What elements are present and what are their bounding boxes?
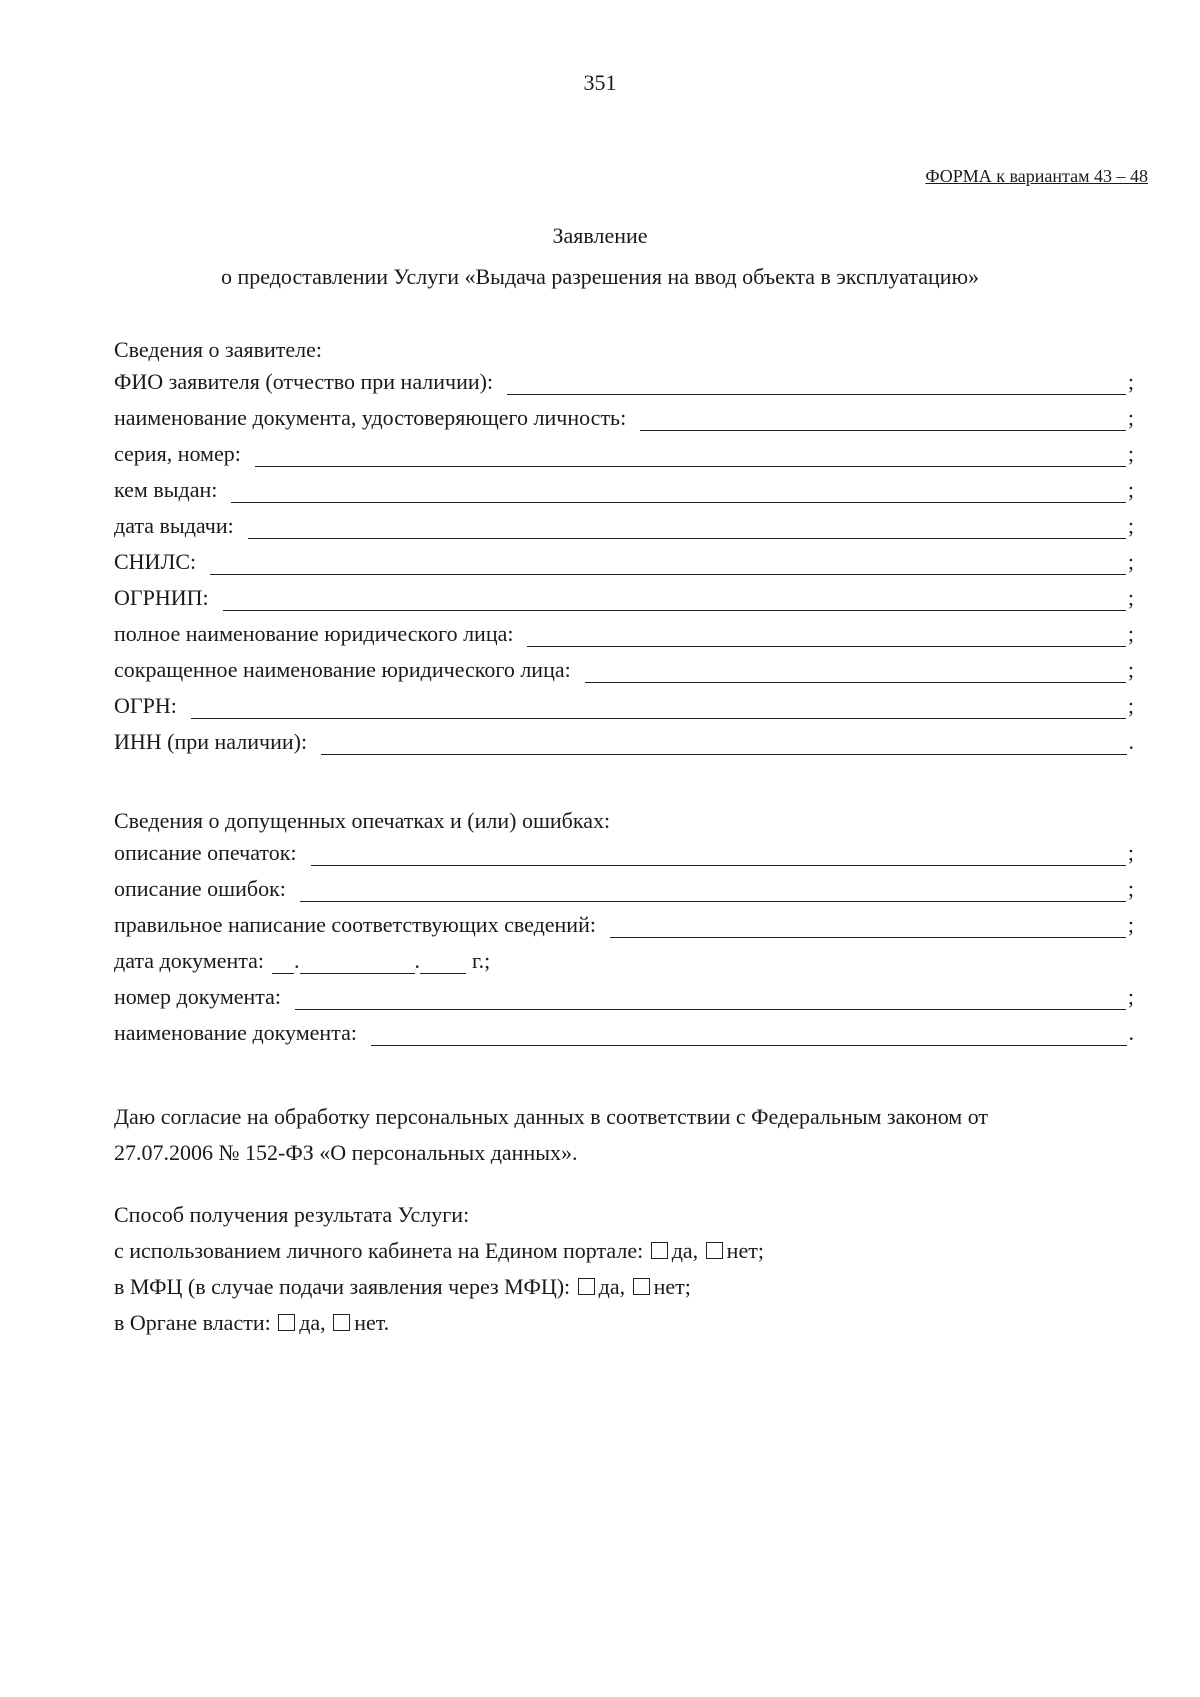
field-label: ФИО заявителя (отчество при наличии): [114,369,494,394]
field-terminator: ; [1127,984,1134,1009]
field-label: дата выдачи: [114,513,234,538]
applicant-issued-by-field[interactable] [114,473,1134,503]
no-label: нет; [653,1274,691,1299]
field-terminator: ; [1127,405,1134,430]
field-label: серия, номер: [114,441,241,466]
applicant-full-legal-name-field[interactable] [114,617,1134,647]
yes-label: да, [299,1310,326,1335]
document-subtitle: о предоставлении Услуги «Выдача разрешения на ввод объекта в эксплуатацию» [220,264,980,289]
field-terminator: ; [1127,549,1134,574]
checkbox-no[interactable] [633,1278,650,1295]
field-label: наименование документа: [114,1020,357,1045]
document-number-field[interactable] [114,980,1134,1010]
field-terminator: ; [1127,477,1134,502]
method-option-authority [114,1310,389,1336]
checkbox-yes[interactable] [278,1314,295,1331]
field-input-line[interactable] [223,586,1126,611]
field-terminator: ; [1127,513,1134,538]
method-heading: Способ получения результата Услуги: [114,1202,470,1227]
field-label: ОГРНИП: [114,585,209,610]
date-separator: . [414,948,421,973]
field-terminator: ; [1127,657,1134,682]
method-option-portal [114,1238,764,1264]
date-month-blank[interactable] [300,951,415,974]
errors-heading: Сведения о допущенных опечатках и (или) ошибках: [114,808,611,833]
applicant-fio-field[interactable] [114,365,1134,395]
correct-spelling-field[interactable] [114,908,1134,938]
field-input-line[interactable] [321,730,1126,755]
field-label: правильное написание соответствующих сведений: [114,912,596,937]
errors-description-field[interactable] [114,872,1134,902]
field-terminator: . [1128,1020,1134,1045]
field-label: описание ошибок: [114,876,286,901]
checkbox-no[interactable] [706,1242,723,1259]
field-terminator: ; [1127,369,1134,394]
date-label: дата документа: [114,948,265,973]
field-input-line[interactable] [231,478,1126,503]
field-input-line[interactable] [248,514,1126,539]
field-terminator: ; [1127,585,1134,610]
field-input-line[interactable] [585,658,1126,683]
field-input-line[interactable] [300,877,1126,902]
field-input-line[interactable] [507,370,1126,395]
checkbox-yes[interactable] [651,1242,668,1259]
document-name-field[interactable] [114,1016,1134,1046]
field-label: полное наименование юридического лица: [114,621,514,646]
form-reference: ФОРМА к вариантам 43 – 48 [925,166,1148,186]
field-label: наименование документа, удостоверяющего личность: [114,405,627,430]
field-terminator: ; [1127,912,1134,937]
field-terminator: ; [1127,441,1134,466]
date-year-blank[interactable] [420,951,466,974]
no-label: нет; [726,1238,764,1263]
document-date-field[interactable] [114,944,490,974]
field-label: СНИЛС: [114,549,197,574]
page-number: 351 [583,70,617,95]
field-input-line[interactable] [191,694,1126,719]
field-label: ОГРН: [114,693,177,718]
field-input-line[interactable] [610,913,1126,938]
applicant-issue-date-field[interactable] [114,509,1134,539]
field-label: ИНН (при наличии): [114,729,308,754]
applicant-heading: Сведения о заявителе: [114,337,323,362]
field-terminator: ; [1127,621,1134,646]
option-label: в Органе власти: [114,1310,271,1335]
checkbox-yes[interactable] [578,1278,595,1295]
no-label: нет. [354,1310,390,1335]
date-separator: . [294,948,300,973]
option-label: в МФЦ (в случае подачи заявления через МФЦ): [114,1274,571,1299]
field-terminator: . [1128,729,1134,754]
yes-label: да, [671,1238,699,1263]
field-input-line[interactable] [311,841,1126,866]
applicant-short-legal-name-field[interactable] [114,653,1134,683]
document-title: Заявление [552,223,648,248]
field-label: номер документа: [114,984,282,1009]
field-input-line[interactable] [255,442,1126,467]
option-label: с использованием личного кабинета на Едином портале: [114,1238,644,1263]
applicant-id-document-field[interactable] [114,401,1134,431]
field-terminator: ; [1127,876,1134,901]
applicant-snils-field[interactable] [114,545,1134,575]
applicant-ogrn-field[interactable] [114,689,1134,719]
method-option-mfc [114,1274,691,1300]
field-input-line[interactable] [640,406,1126,431]
date-day-blank[interactable] [272,951,294,974]
field-input-line[interactable] [295,985,1126,1010]
field-terminator: ; [1127,840,1134,865]
applicant-series-number-field[interactable] [114,437,1134,467]
field-label: сокращенное наименование юридического лица: [114,657,571,682]
consent-line: 27.07.2006 № 152-ФЗ «О персональных данных». [114,1140,578,1165]
field-input-line[interactable] [371,1021,1127,1046]
field-label: описание опечаток: [114,840,297,865]
date-suffix: г.; [472,948,491,973]
applicant-inn-field[interactable] [114,725,1134,755]
field-label: кем выдан: [114,477,218,502]
field-input-line[interactable] [527,622,1125,647]
typos-description-field[interactable] [114,836,1134,866]
applicant-ogrnip-field[interactable] [114,581,1134,611]
field-terminator: ; [1127,693,1134,718]
consent-line: Даю согласие на обработку персональных данных в соответствии с Федеральным законом от [114,1104,989,1129]
consent-paragraph [114,1099,1114,1171]
field-input-line[interactable] [210,550,1126,575]
checkbox-no[interactable] [333,1314,350,1331]
yes-label: да, [598,1274,626,1299]
